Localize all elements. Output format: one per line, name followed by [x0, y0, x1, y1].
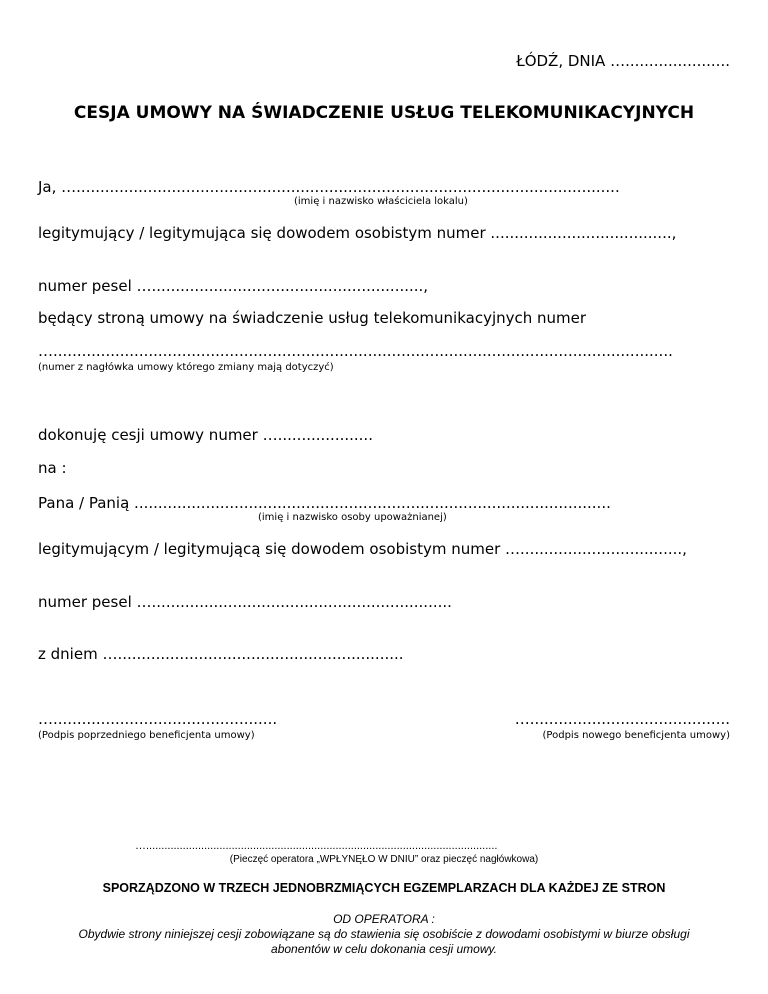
assignee-id-line: legitymującym / legitymującą się dowodem osobistym numer ….................................., [38, 540, 687, 558]
cession-date-line: z dniem …............................................................ [38, 645, 404, 663]
previous-signature-dots: …............................................... [38, 710, 278, 728]
assignee-pesel-line: numer pesel …............................................................... [38, 593, 452, 611]
cession-to-label: na : [38, 459, 67, 477]
operator-note-line-1: Obydwie strony niniejszej cesji zobowiązane są do stawienia się osobiście z dowodami osobistymi w biurze obsługi [78, 927, 690, 941]
cession-contract-line: dokonuję cesji umowy numer ….................... [38, 426, 373, 444]
operator-stamp-label: (Pieczęć operatora „WPŁYNĘŁO W DNIU” oraz pieczęć nagłówkowa) [229, 854, 539, 865]
document-title: CESJA UMOWY NA ŚWIADCZENIE USŁUG TELEKOMUNIKACYJNYCH [73, 103, 695, 123]
contract-number-line: ….................................................................................................................................. [38, 342, 673, 360]
operator-note-line-2: abonentów w celu dokonania cesji umowy. [271, 942, 497, 956]
assignor-party-line: będący stroną umowy na świadczenie usług telekomunikacyjnych numer [38, 309, 587, 327]
assignor-pesel-line: numer pesel …........................................................., [38, 277, 429, 295]
contract-number-hint: (numer z nagłówka umowy którego zmiany mają dotyczyć) [38, 362, 334, 373]
assignor-id-line: legitymujący / legitymująca się dowodem osobistym numer ......................................, [38, 224, 677, 242]
new-signature-dots: ….......................................... [514, 710, 730, 728]
new-signature-label: (Podpis nowego beneficjenta umowy) [542, 730, 730, 741]
assignee-name-hint: (imię i nazwisko osoby upoważnianej) [258, 512, 447, 523]
place-date-line: ŁÓDŹ, DNIA …...................... [516, 52, 730, 70]
assignor-name-hint: (imię i nazwisko właściciela lokalu) [294, 196, 468, 207]
copies-statement: SPORZĄDZONO W TRZECH JEDNOBRZMIĄCYCH EGZEMPLARZACH DLA KAŻDEJ ZE STRON [102, 881, 666, 895]
operator-note-heading: OD OPERATORA : [333, 912, 435, 926]
assignee-name-line: Pana / Panią .................................................................................................... [38, 494, 611, 512]
assignor-name-line: Ja, ….................................................................................................................. [38, 178, 620, 196]
operator-stamp-dots: …................................................................................................................... [135, 840, 498, 852]
previous-signature-label: (Podpis poprzedniego beneficjenta umowy) [38, 730, 255, 741]
